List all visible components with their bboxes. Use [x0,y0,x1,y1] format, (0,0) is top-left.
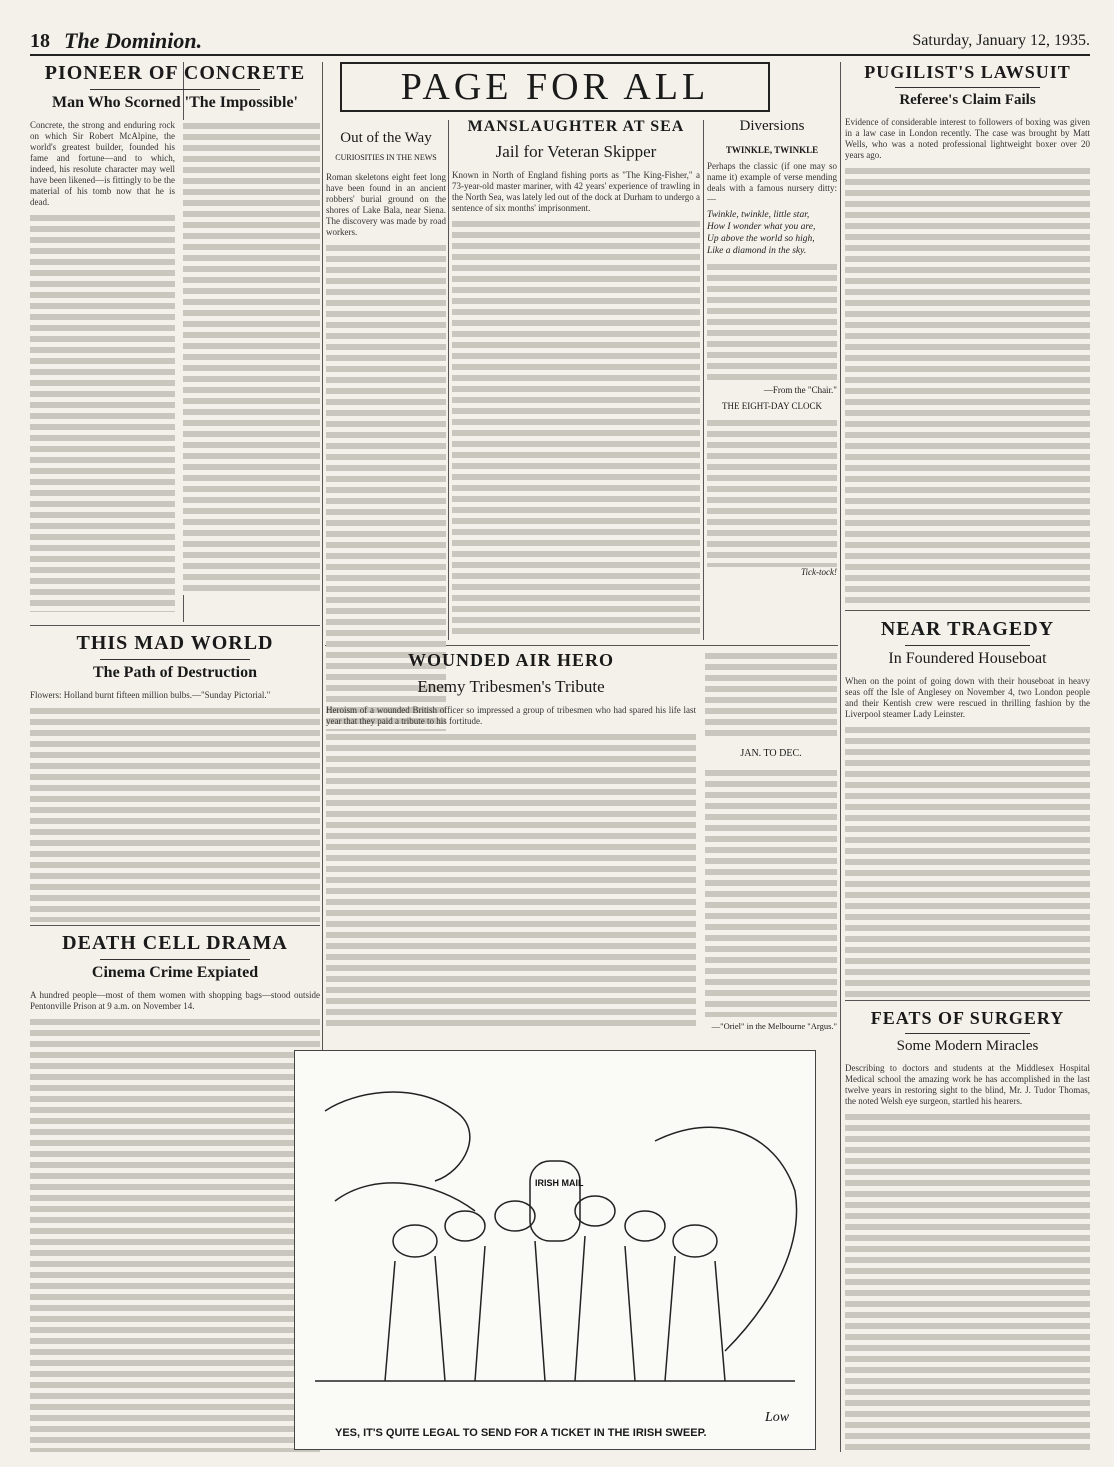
subhead: In Foundered Houseboat [888,650,1047,667]
lead-paragraph: Concrete, the strong and enduring rock on which Sir Robert McAlpine, the world's greatest builder, founded his fame and fortune—and to which, indeed, his resolute character may well have been likened—is fittingly to be the material of his tomb now that he is dead. [30,120,175,207]
headline: DEATH CELL DRAMA [62,932,288,954]
lead-paragraph: When on the point of going down with their houseboat in heavy seas off the Isle of Anglesey on November 4, two London people and their Kentish crew were rescued in thrilling fashion by the Liverpool steamer Lady Leinster. [845,676,1090,719]
headline: PIONEER OF CONCRETE [44,62,306,84]
headline: WOUNDED AIR HERO [407,650,615,670]
paper-name: The Dominion. [64,28,203,53]
lead-paragraph: Describing to doctors and students at the Middlesex Hospital Medical school the amazing work he has accomplished in the last twelve years in restoring sight to the blind, Mr. J. Tudor Thomas, the noted Welsh eye surgeon, startled his hearers. [845,1063,1090,1106]
subhead: Man Who Scorned 'The Impossible' [52,94,298,111]
clock-refrain: Tick-tock! [801,567,837,577]
lead-paragraph: Roman skeletons eight feet long have been found in an ancient robbers' burial ground on the shores of Lake Bala, near Siena. The discovery was made by road workers. [326,172,446,237]
poem-line: How I wonder what you are, [707,222,816,232]
poem-line: Like a diamond in the sky. [707,246,807,256]
masthead [30,28,1090,56]
headline: THIS MAD WORLD [76,632,274,654]
article-lawsuit [845,62,1090,607]
article-surgery [845,1008,1090,1453]
subhead: Cinema Crime Expiated [91,964,259,981]
subhead: CURIOSITIES IN THE NEWS [335,153,437,162]
cartoon-caption: YES, IT'S QUITE LEGAL TO SEND FOR A TICKET IN THE IRISH SWEEP. [335,1427,707,1439]
headline: NEAR TRAGEDY [880,618,1055,640]
headline: JAN. TO DEC. [740,748,802,759]
headline: Diversions [739,118,805,134]
page-banner: PAGE FOR ALL [340,62,770,112]
subhead: The Path of Destruction [93,664,257,681]
cartoon-drawing [295,1051,815,1449]
article-jan-dec [705,650,837,1045]
headline: PUGILIST'S LAWSUIT [864,62,1071,82]
article-manslaughter [452,118,700,638]
page-number: 18 [30,30,50,52]
headline: Out of the Way [340,130,432,146]
credit: —"Oriel" in the Melbourne "Argus." [711,1021,837,1031]
article-mad-world [30,632,320,922]
article-tragedy [845,618,1090,998]
lead-paragraph: Heroism of a wounded British officer so impressed a group of tribesmen who had spared his life last year that they paid a tribute to his fortitude. [326,705,696,726]
lead-paragraph: Known in North of England fishing ports as "The King-Fisher," a 73-year-old master mariner, with 42 years' experience of trawling in the North Sea, was lately led out of the dock at Durham to undergo a sentence of six months' imprisonment. [452,170,700,213]
headline: FEATS OF SURGERY [870,1008,1065,1028]
poem-line: Up above the world so high, [707,234,815,244]
poem-title: TWINKLE, TWINKLE [725,145,819,155]
article-death-cell [30,932,320,1452]
mailbox-sign: IRISH MAIL [535,1178,584,1188]
subhead: Some Modern Miracles [896,1038,1039,1054]
issue-date: Saturday, January 12, 1935. [912,32,1090,49]
headline: MANSLAUGHTER AT SEA [467,118,685,135]
lead-paragraph: A hundred people—most of them women with shopping bags—stood outside Pentonville Prison at 9 a.m. on November 14. [30,990,320,1011]
lead-paragraph: Flowers: Holland burnt fifteen million bulbs.—"Sunday Pictorial." [30,690,271,700]
poem-line: Twinkle, twinkle, little star, [707,210,810,220]
artist-signature: Low [765,1410,790,1425]
subhead: Jail for Veteran Skipper [495,142,657,161]
article-pioneer [30,62,320,622]
subhead: Referee's Claim Fails [899,92,1036,108]
cartoon-illustration [294,1050,816,1450]
article-air-hero [326,650,696,1045]
clock-title: THE EIGHT-DAY CLOCK [722,401,822,411]
credit: —From the "Chair." [763,385,837,395]
article-diversions [707,118,837,643]
lead-paragraph: Evidence of considerable interest to followers of boxing was given in a law case in London recently. The case was brought by Matt Wells, who was a noted professional lightweight boxer over 20 years ago. [845,117,1090,160]
lead-paragraph: Perhaps the classic (if one may so name it) example of verse mending deals with a famous nursery ditty:— [707,161,837,204]
subhead: Enemy Tribesmen's Tribute [417,677,605,696]
